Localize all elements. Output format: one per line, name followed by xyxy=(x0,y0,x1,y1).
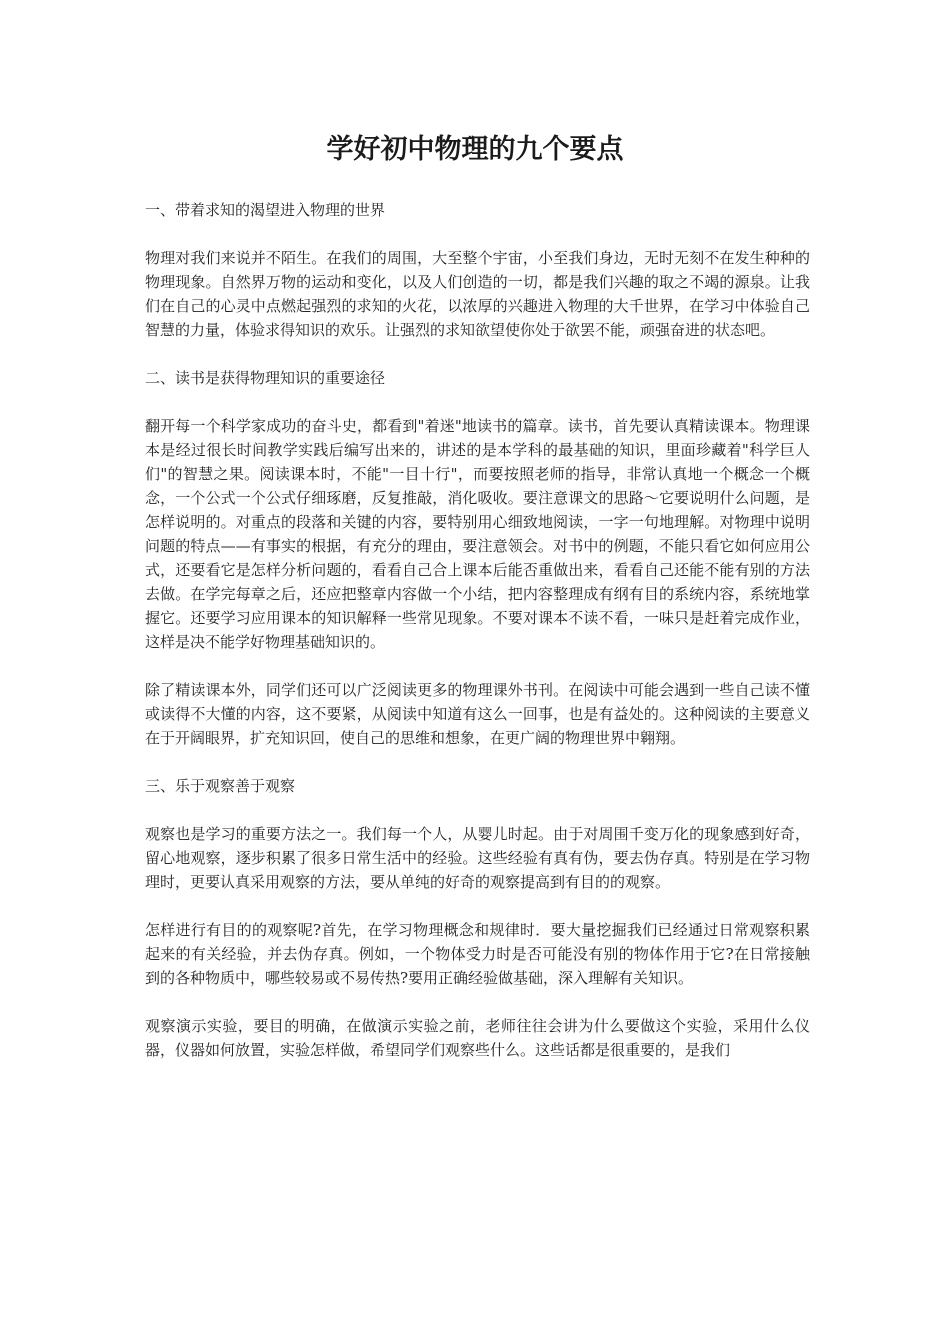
section-heading-2: 二、读书是获得物理知识的重要途径 xyxy=(145,369,386,387)
paragraph: 观察演示实验，要目的明确，在做演示实验之前，老师往往会讲为什么要做这个实验，采用什么仪器，仪器如何放置，实验怎样做，希望同学们观察些什么。这些话都是很重要的，是我们 xyxy=(145,1017,810,1059)
document-title: 学好初中物理的九个要点 xyxy=(326,134,624,165)
paragraph: 翻开每一个科学家成功的奋斗史，都看到"着迷"地读书的篇章。读书，首先要认真精读课本。物理课本是经过很长时间教学实践后编写出来的，讲述的是本学科的最基础的知识，里面珍藏着"科学巨人们"的智慧之果。阅读课本时，不能"一目十行"，而要按照老师的指导，非常认真地一个概念一个概念，一个公式一个公式仔细琢磨，反复推敲，消化吸收。要注意课文的思路～它要说明什么问题，是怎样说明的。对重点的段落和关键的内容，要特别用心细致地阅读，一字一句地理解。对物理中说明问题的特点——有事实的根据，有充分的理由，要注意领会。对书中的例题，不能只看它如何应用公式，还要看它是怎样分析问题的，看看自己合上课本后能否重做出来，看看自己还能不能有别的方法去做。在学完每章之后，还应把整章内容做一个小结，把内容整理成有纲有目的系统内容，系统地掌握它。还要学习应用课本的知识解释一些常见现象。不要对课本不读不看，一味只是赶着完成作业，这样是决不能学好物理基础知识的。 xyxy=(145,417,810,651)
paragraph: 除了精读课本外，同学们还可以广泛阅读更多的物理课外书刊。在阅读中可能会遇到一些自己读不懂或读得不大懂的内容，这不要紧，从阅读中知道有这么一回事，也是有益处的。这种阅读的主要意义在于开阔眼界，扩充知识回，使自己的思维和想象，在更广阔的物理世界中翱翔。 xyxy=(145,681,810,747)
paragraph: 怎样进行有目的的观察呢?首先，在学习物理概念和规律时．要大量挖掘我们已经通过日常观察积累起来的有关经验，并去伪存真。例如，一个物体受力时是否可能没有别的物体作用于它?在日常接触到的各种物质中，哪些较易或不易传热?要用正确经验做基础，深入理解有关知识。 xyxy=(145,921,810,987)
section-heading-3: 三、乐于观察善于观察 xyxy=(145,777,296,795)
paragraph: 物理对我们来说并不陌生。在我们的周围，大至整个宇宙，小至我们身边，无时无刻不在发生种种的物理现象。自然界万物的运动和变化，以及人们创造的一切，都是我们兴趣的取之不竭的源泉。让我们在自己的心灵中点燃起强烈的求知的火花，以浓厚的兴趣进入物理的大千世界，在学习中体验自己智慧的力量，体验求得知识的欢乐。让强烈的求知欲望使你处于欲罢不能，顽强奋进的状态吧。 xyxy=(145,249,810,339)
section-heading-1: 一、带着求知的渴望进入物理的世界 xyxy=(145,201,386,219)
paragraph: 观察也是学习的重要方法之一。我们每一个人，从婴儿时起。由于对周围千变万化的现象感到好奇，留心地观察，逐步积累了很多日常生活中的经验。这些经验有真有伪，要去伪存真。特别是在学习物理时，更要认真采用观察的方法，要从单纯的好奇的观察提高到有目的的观察。 xyxy=(145,825,810,891)
document-body xyxy=(145,198,810,1086)
